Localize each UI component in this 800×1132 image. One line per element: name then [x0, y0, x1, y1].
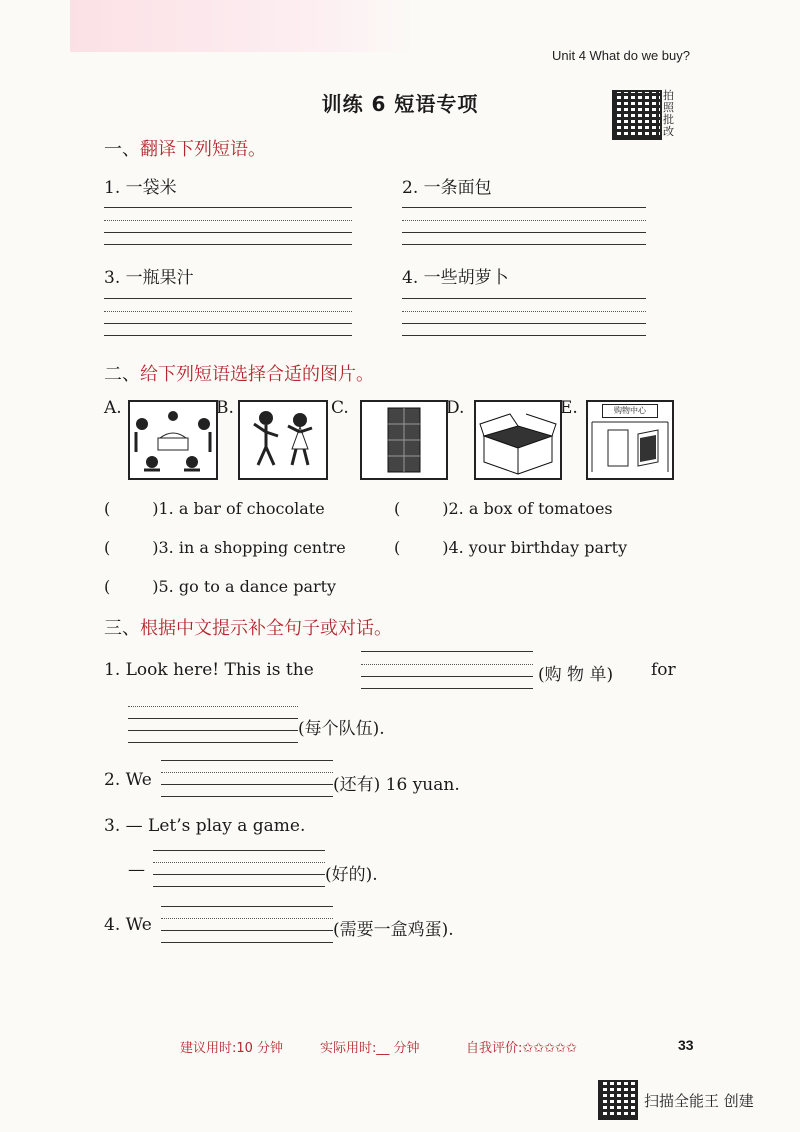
s2-q5[interactable]: ( )5. go to a dance party — [104, 577, 337, 596]
party-picture — [128, 400, 218, 480]
section-2-heading: 二、给下列短语选择合适的图片。 — [104, 364, 374, 385]
page-title: 训练 6 短语专项 — [321, 92, 479, 116]
camscanner-qr-icon — [598, 1080, 638, 1120]
s2-q2[interactable]: ( )2. a box of tomatoes — [394, 499, 613, 518]
pic-label-b: B. — [216, 398, 234, 418]
actual-time: 实际用时:__ 分钟 — [320, 1041, 420, 1056]
qr-label: 拍 照 批 改 — [663, 89, 674, 138]
s3-q4-blank[interactable] — [161, 930, 333, 931]
s3-q2-start: 2. We — [104, 770, 152, 790]
dancing-kids-picture — [238, 400, 328, 480]
s3-q2-blank[interactable] — [161, 784, 333, 785]
qr-code-icon[interactable] — [612, 90, 662, 140]
scanner-watermark: 扫描全能王 创建 — [644, 1092, 754, 1110]
section-3-heading: 三、根据中文提示补全句子或对话。 — [104, 618, 392, 639]
suggested-time: 建议用时:10 分钟 — [180, 1041, 284, 1056]
pic-label-e: E. — [560, 398, 578, 418]
box-of-tomatoes-picture — [474, 400, 562, 480]
header-color-band — [70, 0, 415, 52]
section-1-heading: 一、翻译下列短语。 — [104, 139, 266, 160]
s3-q4-hint: (需要一盒鸡蛋). — [333, 920, 454, 940]
s3-q3-blank[interactable] — [153, 874, 325, 875]
s3-q1-blank-2[interactable] — [128, 730, 298, 731]
chocolate-picture — [360, 400, 448, 480]
unit-title: Unit 4 What do we buy? — [551, 48, 690, 63]
s3-q1-hint: (购 物 单) — [538, 665, 614, 685]
self-evaluation: 自我评价:✩✩✩✩✩ — [466, 1041, 577, 1056]
s2-q4[interactable]: ( )4. your birthday party — [394, 538, 628, 557]
pic-label-a: A. — [104, 398, 122, 418]
s3-q1-hint2: (每个队伍). — [298, 719, 385, 739]
s3-q3-hint: (好的). — [325, 865, 378, 885]
pic-label-c: C. — [331, 398, 349, 418]
s3-q3-line1: 3. — Let’s play a game. — [104, 816, 306, 836]
s3-q1-for: for — [651, 660, 676, 680]
s3-q3-dash: — — [128, 860, 145, 880]
pic-label-d: D. — [446, 398, 465, 418]
s2-q1[interactable]: ( )1. a bar of chocolate — [104, 499, 325, 518]
s1-item-2: 2. 一条面包 — [402, 178, 492, 198]
s2-q3[interactable]: ( )3. in a shopping centre — [104, 538, 346, 557]
s3-q2-hint: (还有) 16 yuan. — [333, 775, 460, 795]
s1-item-1: 1. 一袋米 — [104, 178, 177, 198]
s3-q1-start: 1. Look here! This is the — [104, 660, 314, 680]
page-number: 33 — [678, 1037, 694, 1053]
s3-q1-blank[interactable] — [361, 688, 533, 689]
s3-q4-start: 4. We — [104, 915, 152, 935]
shop-sign: 购物中心 — [602, 404, 658, 418]
shopping-centre-picture — [586, 400, 674, 480]
s1-item-3: 3. 一瓶果汁 — [104, 268, 194, 288]
s1-item-4: 4. 一些胡萝卜 — [402, 268, 509, 288]
